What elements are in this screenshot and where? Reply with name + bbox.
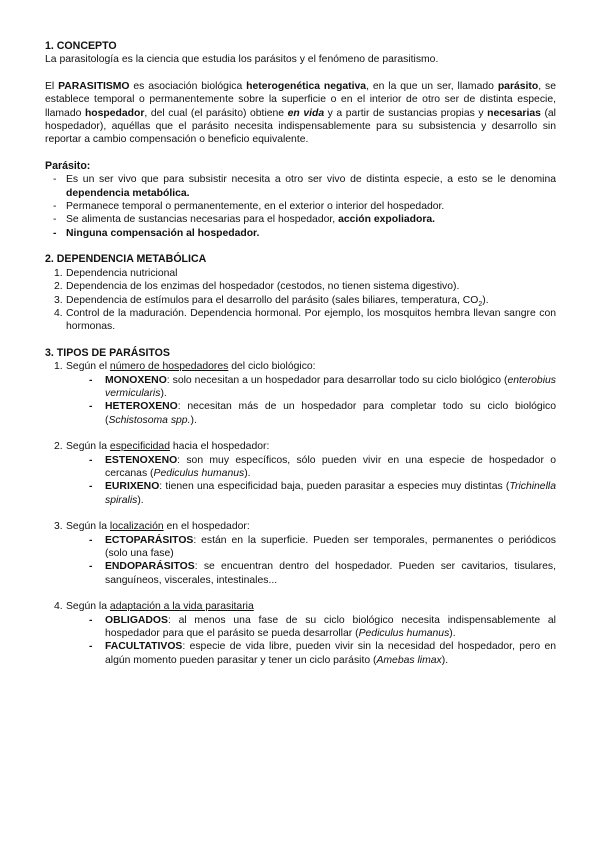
list-item: - ENDOPARÁSITOS: se encuentran dentro del hospedador. Pueden ser cavitarios, tisulares, sanguíneos, viscerales, intestinales... [45,560,556,587]
list-item: - ESTENOXENO: son muy específicos, sólo pueden vivir en una especie de hospedador o cercanas (Pediculus humanus). [45,454,556,481]
list-item: - FACULTATIVOS: especie de vida libre, pueden vivir sin la necesidad del hospedador, pero en algún momento pueden parasitar y tener un ciclo parásito (Amebas limax). [45,640,556,667]
document-page [45,40,556,667]
list-item: - EURIXENO: tienen una especificidad baja, pueden parasitar a especies muy distintas (Trichinella spiralis). [45,480,556,507]
list-item: 2. Dependencia de los enzimas del hospedador (cestodos, no tienen sistema digestivo). [54,281,460,293]
concepto-intro: La parasitología es la ciencia que estudia los parásitos y el fenómeno de parasitismo. [45,54,439,66]
section-title-concepto: 1. CONCEPTO [45,40,117,52]
list-item: 1. Dependencia nutricional [54,267,178,279]
parasito-bullets [45,173,556,240]
list-item: 3. Dependencia de estímulos para el desarrollo del parásito (sales biliares, temperatura, $CO_2$). [54,294,489,308]
list-item: 4. Control de la maduración. Dependencia hormonal. Por ejemplo, los mosquitos hembra llevan sangre con hormonas. [54,307,556,333]
list-item: - ECTOPARÁSITOS: están en la superficie. Pueden ser temporales, permanentes o periódicos (solo una fase) [45,534,556,561]
list-item: - OBLIGADOS: al menos una fase de su ciclo biológico necesita indispensablemente al hospedador para que el parásito se pueda desarrollar (Pediculus humanus). [45,614,556,641]
list-item: - Ninguna compensación al hospedador. [45,227,556,240]
section-title-tipos: 3. TIPOS DE PARÁSITOS [45,346,170,359]
list-item: - Es un ser vivo que para subsistir necesita a otro ser vivo de distinta especie, a esto se le denomina dependencia metabólica. [45,173,556,200]
list-item: - Se alimenta de sustancias necesarias para el hospedador, acción expoliadora. [45,213,556,226]
tipo-group-localizacion: 3. Según la localización en el hospedador: - ECTOPARÁSITOS: están en la superficie. Pueden ser temporales, permanentes o periódicos (solo una fase) - ENDOPARÁSITOS: se encuentran dentro del hospedador. Pueden ser cavitarios, tisulares, sanguíneos, viscerales, intestinales... [45,520,556,587]
list-item: - MONOXENO: solo necesitan a un hospedador para desarrollar todo su ciclo biológico (enterobius vermicularis). [45,374,556,401]
parasitismo-definition: El PARASITISMO es asociación biológica heterogenética negativa, en la que un ser, llamado parásito, se establece temporal o permanentemente sobre la superficie o en el interior de otro ser de distinta especie, llamado hospedador, del cual (el parásito) obtiene en vida y a partir de sustancias propias y necesarias (al hospedador), aquéllas que el parásito necesita indispensablemente para su subsistencia y desarrollo sin reportar a cambio compensación o beneficio equivalente. [45,80,556,146]
tipo-group-adaptacion: 4. Según la adaptación a la vida parasitaria - OBLIGADOS: al menos una fase de su ciclo biológico necesita indispensablemente al hospedador para que el parásito se pueda desarrollar (Pediculus humanus). - FACULTATIVOS: especie de vida libre, pueden vivir sin la necesidad del hospedador, pero en algún momento pueden parasitar y tener un ciclo parásito (Amebas limax). [45,600,556,667]
tipo-group-hospedadores: 1. Según el número de hospedadores del ciclo biológico: - MONOXENO: solo necesitan a un hospedador para desarrollar todo su ciclo biológico (enterobius vermicularis). - HETEROXENO: necesitan más de un hospedador para completar todo su ciclo biológico (Schistosoma spp.). [45,360,556,427]
list-item: - HETEROXENO: necesitan más de un hospedador para completar todo su ciclo biológico (Schistosoma spp.). [45,400,556,427]
dependencia-list [45,267,556,334]
tipo-group-especificidad: 2. Según la especificidad hacia el hospedador: - ESTENOXENO: son muy específicos, sólo pueden vivir en una especie de hospedador o cercanas (Pediculus humanus). - EURIXENO: tienen una especificidad baja, pueden parasitar a especies muy distintas (Trichinella spiralis). [45,440,556,507]
parasito-subtitle: Parásito: [45,159,91,172]
section-title-dependencia: 2. DEPENDENCIA METABÓLICA [45,253,207,266]
list-item: - Permanece temporal o permanentemente, en el exterior o interior del hospedador. [45,200,556,213]
tipos-list [45,360,556,667]
